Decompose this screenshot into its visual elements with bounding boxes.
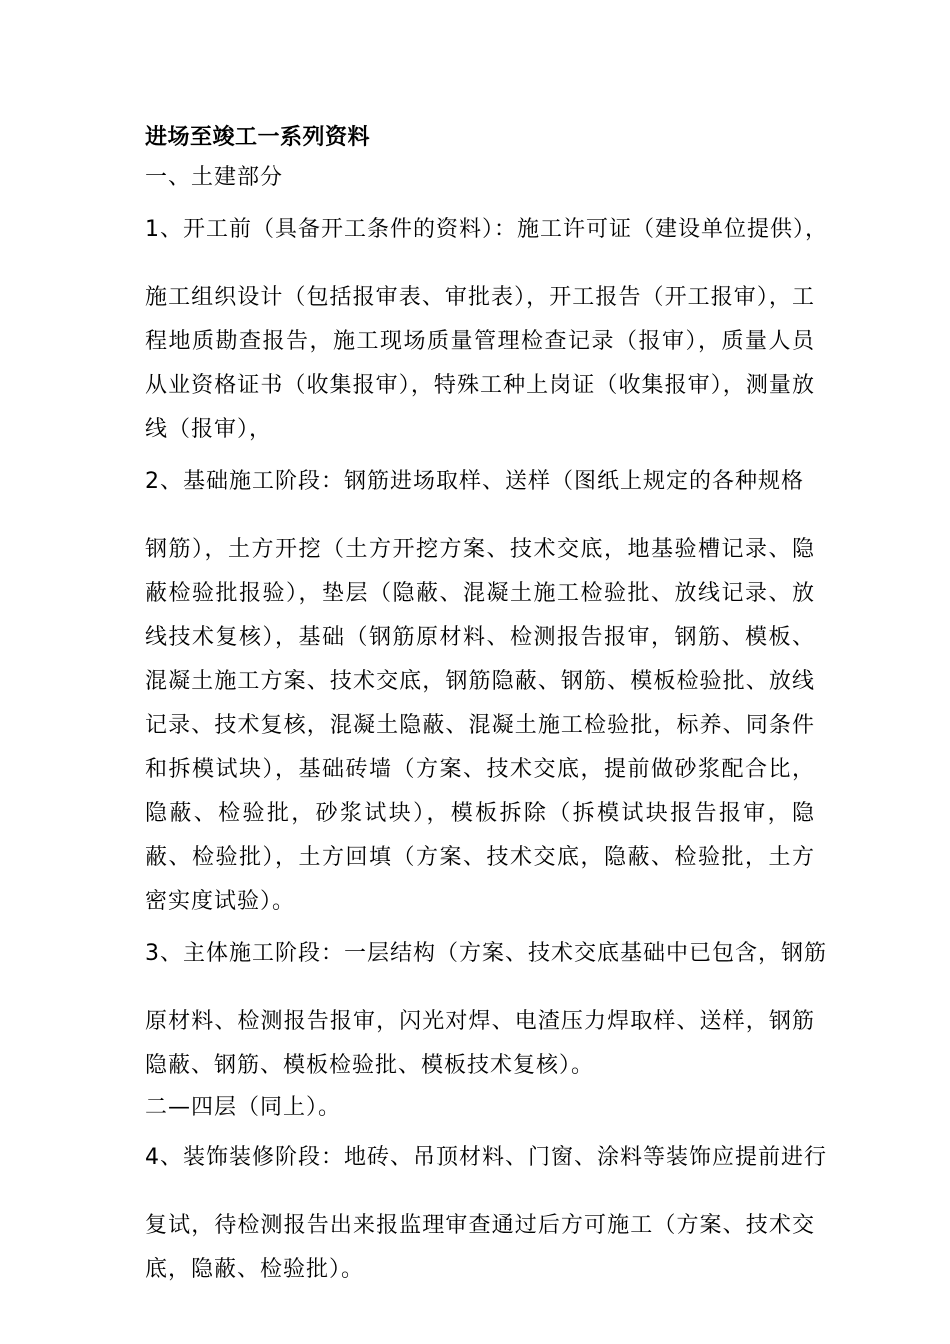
paragraph-item-3-first-line: 3、主体施工阶段：一层结构（方案、技术交底基础中已包含，钢筋 (145, 941, 827, 966)
paragraph-item-1-first-line: 1、开工前（具备开工条件的资料）：施工许可证（建设单位提供）， (145, 217, 828, 242)
paragraph-item-2-body: 钢筋），土方开挖（土方开挖方案、技术交底，地基验槽记录、隐蔽检验批报验），垫层（隐蔽、混凝土施工检验批、放线记录、放线技术复核），基础（钢筋原材料、检测报告报审，钢筋、模板、混凝土施工方案、技术交底，钢筋隐蔽、钢筋、模板检验批、放线记录、技术复核，混凝土隐蔽、混凝土施工检验批，标养、同条件和拆模试块），基础砖墙（方案、技术交底，提前做砂浆配合比，隐蔽、检验批，砂浆试块），模板拆除（拆模试块报告报审，隐蔽、检验批），土方回填（方案、技术交底，隐蔽、检验批，土方密实度试验）。 (145, 537, 815, 914)
paragraph-item-1-body: 施工组织设计（包括报审表、审批表），开工报告（开工报审），工程地质勘查报告，施工现场质量管理检查记录（报审），质量人员从业资格证书（收集报审），特殊工种上岗证（收集报审），测量放线（报审）， (145, 285, 815, 442)
paragraph-item-4 (145, 1138, 827, 1292)
paragraph-item-3 (145, 934, 827, 1088)
section-heading: 一、土建部分 (145, 165, 284, 190)
paragraph-item-2-first-line: 2、基础施工阶段：钢筋进场取样、送样（图纸上规定的各种规格 (145, 469, 804, 494)
paragraph-item-4-body: 复试，待检测报告出来报监理审查通过后方可施工（方案、技术交底，隐蔽、检验批）。 (145, 1213, 815, 1282)
paragraph-item-2 (145, 462, 815, 924)
document-title: 进场至竣工一系列资料 (145, 125, 371, 150)
paragraph-item-3-body: 原材料、检测报告报审，闪光对焊、电渣压力焊取样、送样，钢筋隐蔽、钢筋、模板检验批、模板技术复核）。 (145, 1009, 815, 1078)
paragraph-note-floors: 二—四层（同上）。 (145, 1095, 342, 1120)
paragraph-item-4-first-line: 4、装饰装修阶段：地砖、吊顶材料、门窗、涂料等装饰应提前进行 (145, 1145, 827, 1170)
paragraph-item-1 (145, 210, 828, 452)
document-content (145, 118, 828, 1302)
